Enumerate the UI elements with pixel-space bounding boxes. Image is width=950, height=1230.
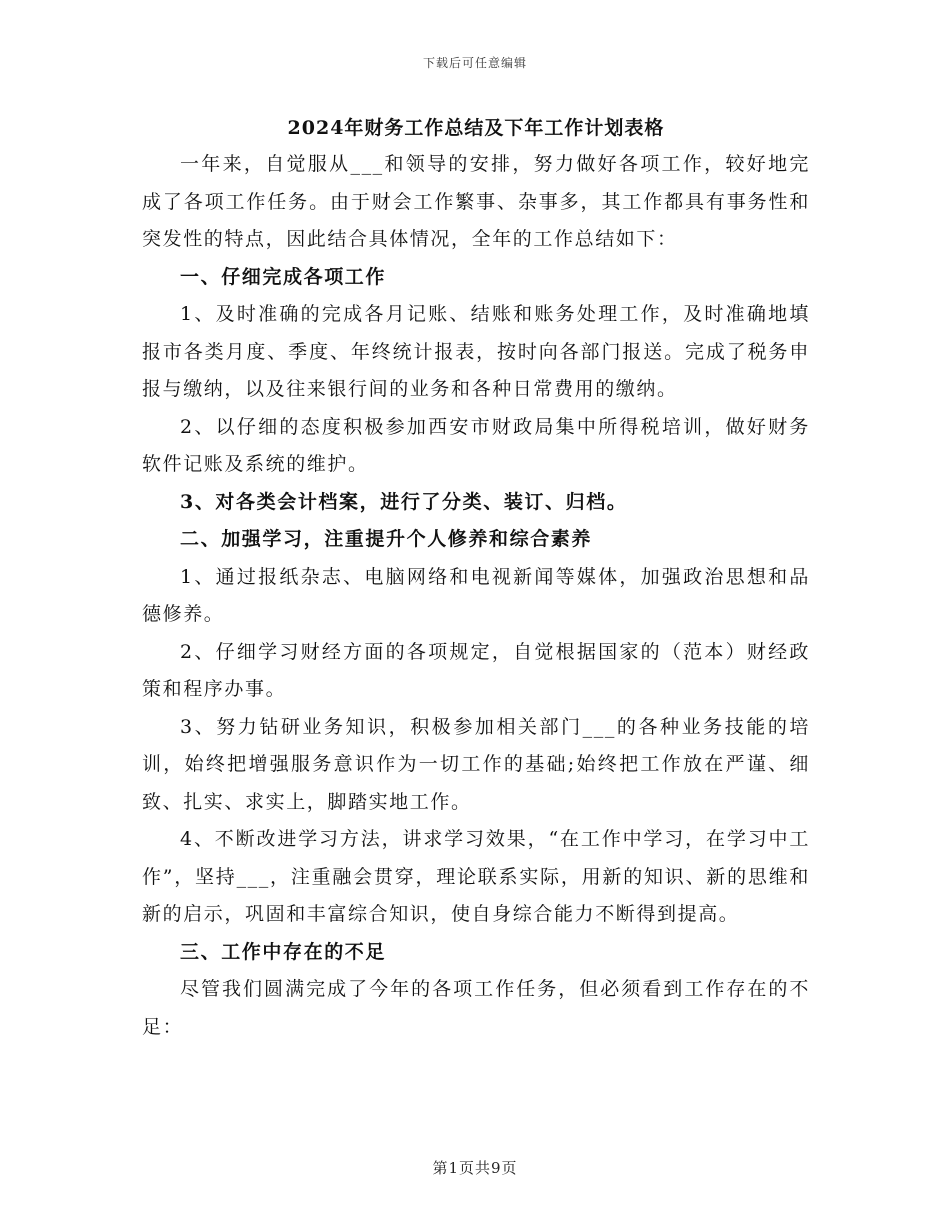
section-heading-3: 三、工作中存在的不足 (180, 940, 387, 963)
paragraph-1-3: 3、对各类会计档案，进行了分类、装订、归档。 (180, 490, 628, 513)
paragraph-3-1: 尽管我们圆满完成了今年的各项工作任务，但必须看到工作存在的不足： (142, 978, 810, 1038)
section-heading-1: 一、仔细完成各项工作 (180, 265, 387, 288)
paragraph-1-1: 1、及时准确的完成各月记账、结账和账务处理工作，及时准确地填报市各类月度、季度、年终统计报表，按时向各部门报送。完成了税务申报与缴纳，以及往来银行间的业务和各种日常费用的缴纳。 (142, 303, 810, 400)
page-number: 第1页共9页 (432, 1159, 518, 1177)
paragraph-2-3: 3、努力钻研业务知识，积极参加相关部门___的各种业务技能的培训，始终把增强服务意识作为一切工作的基础;始终把工作放在严谨、细致、扎实、求实上，脚踏实地工作。 (142, 715, 810, 813)
section-heading-2: 二、加强学习，注重提升个人修养和综合素养 (180, 528, 593, 550)
document-body (142, 112, 810, 1046)
paragraph-1-2: 2、以仔细的态度积极参加西安市财政局集中所得税培训，做好财务软件记账及系统的维护。 (142, 415, 810, 475)
header-note: 下载后可任意编辑 (422, 56, 527, 70)
intro-paragraph: 一年来，自觉服从___和领导的安排，努力做好各项工作，较好地完成了各项工作任务。由于财会工作繁事、杂事多，其工作都具有事务性和突发性的特点，因此结合具体情况，全年的工作总结如下： (142, 153, 810, 250)
paragraph-2-1: 1、通过报纸杂志、电脑网络和电视新闻等媒体，加强政治思想和品德修养。 (142, 565, 810, 625)
paragraph-2-4: 4、不断改进学习方法，讲求学习效果，“在工作中学习，在学习中工作”，坚持___，注重融会贯穿，理论联系实际，用新的知识、新的思维和新的启示，巩固和丰富综合知识，使自身综合能力不断得到提高。 (142, 828, 810, 925)
paragraph-2-2: 2、仔细学习财经方面的各项规定，自觉根据国家的（范本）财经政策和程序办事。 (142, 640, 810, 700)
document-title: 2024年财务工作总结及下年工作计划表格 (287, 117, 665, 139)
